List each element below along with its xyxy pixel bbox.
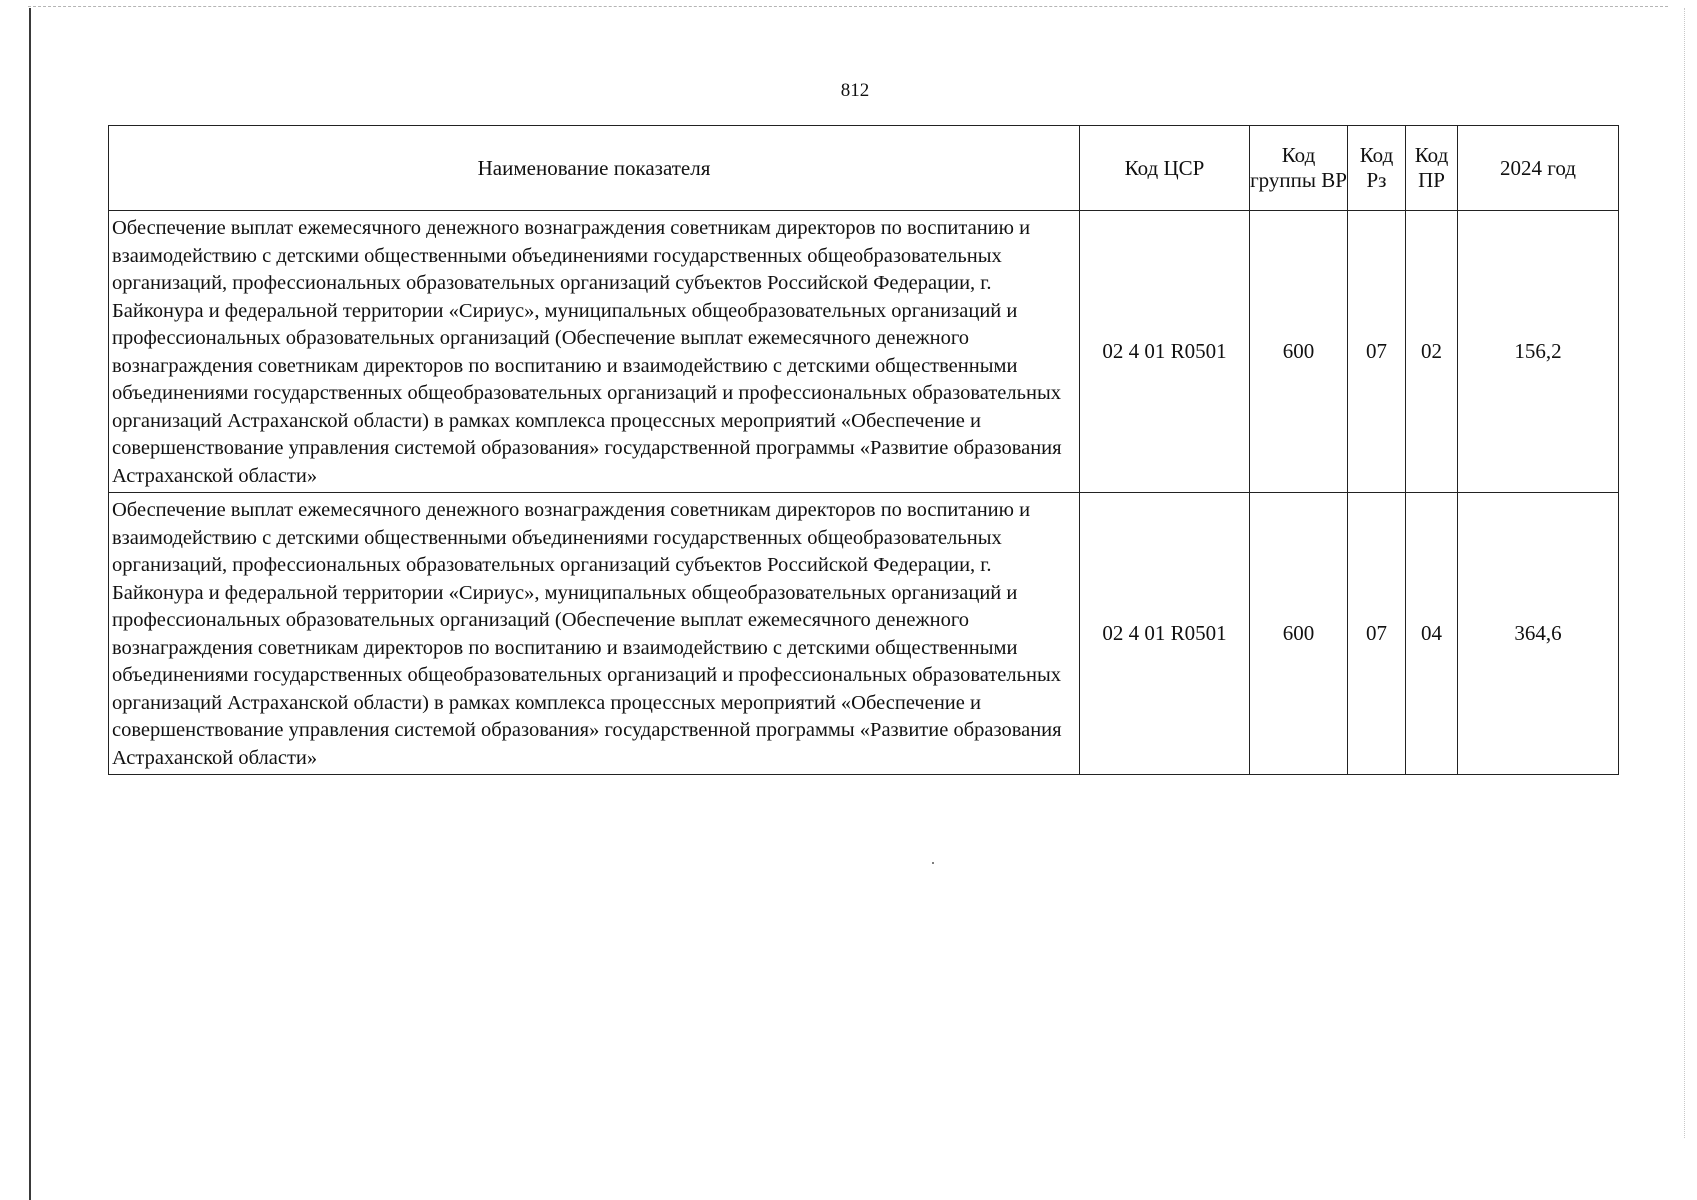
cell-pr: 02	[1406, 211, 1458, 493]
cell-year: 156,2	[1458, 211, 1619, 493]
table-row	[109, 211, 1619, 493]
header-csr: Код ЦСР	[1080, 126, 1250, 211]
header-vr: Код группы ВР	[1250, 126, 1348, 211]
cell-year: 364,6	[1458, 493, 1619, 775]
scan-speck	[932, 862, 934, 864]
scan-left-edge	[29, 8, 31, 1200]
table-header-row	[109, 126, 1619, 211]
cell-pr: 04	[1406, 493, 1458, 775]
header-year: 2024 год	[1458, 126, 1619, 211]
header-rz: Код Рз	[1348, 126, 1406, 211]
cell-name: Обеспечение выплат ежемесячного денежного вознаграждения советникам директоров по воспитанию и взаимодействию с детскими общественными объединениями государственных общеобразовательных организаций, профессиональных образовательных организаций субъектов Российской Федерации, г. Байконура и федеральной территории «Сириус», муниципальных общеобразовательных организаций и профессиональных образовательных организаций (Обеспечение выплат ежемесячного денежного вознаграждения советникам директоров по воспитанию и взаимодействию с детскими общественными объединениями государственных общеобразовательных организаций и профессиональных образовательных организаций Астраханской области) в рамках комплекса процессных мероприятий «Обеспечение и совершенствование управления системой образования» государственной программы «Развитие образования Астраханской области»	[109, 211, 1080, 493]
cell-csr: 02 4 01 R0501	[1080, 211, 1250, 493]
cell-vr: 600	[1250, 493, 1348, 775]
cell-rz: 07	[1348, 493, 1406, 775]
header-name: Наименование показателя	[109, 126, 1080, 211]
scan-right-edge	[1684, 8, 1685, 1138]
budget-table	[108, 125, 1619, 775]
cell-rz: 07	[1348, 211, 1406, 493]
scan-top-edge	[28, 6, 1668, 7]
cell-vr: 600	[1250, 211, 1348, 493]
cell-csr: 02 4 01 R0501	[1080, 493, 1250, 775]
cell-name: Обеспечение выплат ежемесячного денежного вознаграждения советникам директоров по воспитанию и взаимодействию с детскими общественными объединениями государственных общеобразовательных организаций, профессиональных образовательных организаций субъектов Российской Федерации, г. Байконура и федеральной территории «Сириус», муниципальных общеобразовательных организаций и профессиональных образовательных организаций (Обеспечение выплат ежемесячного денежного вознаграждения советникам директоров по воспитанию и взаимодействию с детскими общественными объединениями государственных общеобразовательных организаций и профессиональных образовательных организаций Астраханской области) в рамках комплекса процессных мероприятий «Обеспечение и совершенствование управления системой образования» государственной программы «Развитие образования Астраханской области»	[109, 493, 1080, 775]
header-pr: Код ПР	[1406, 126, 1458, 211]
table-row	[109, 493, 1619, 775]
page-number: 812	[840, 80, 870, 101]
